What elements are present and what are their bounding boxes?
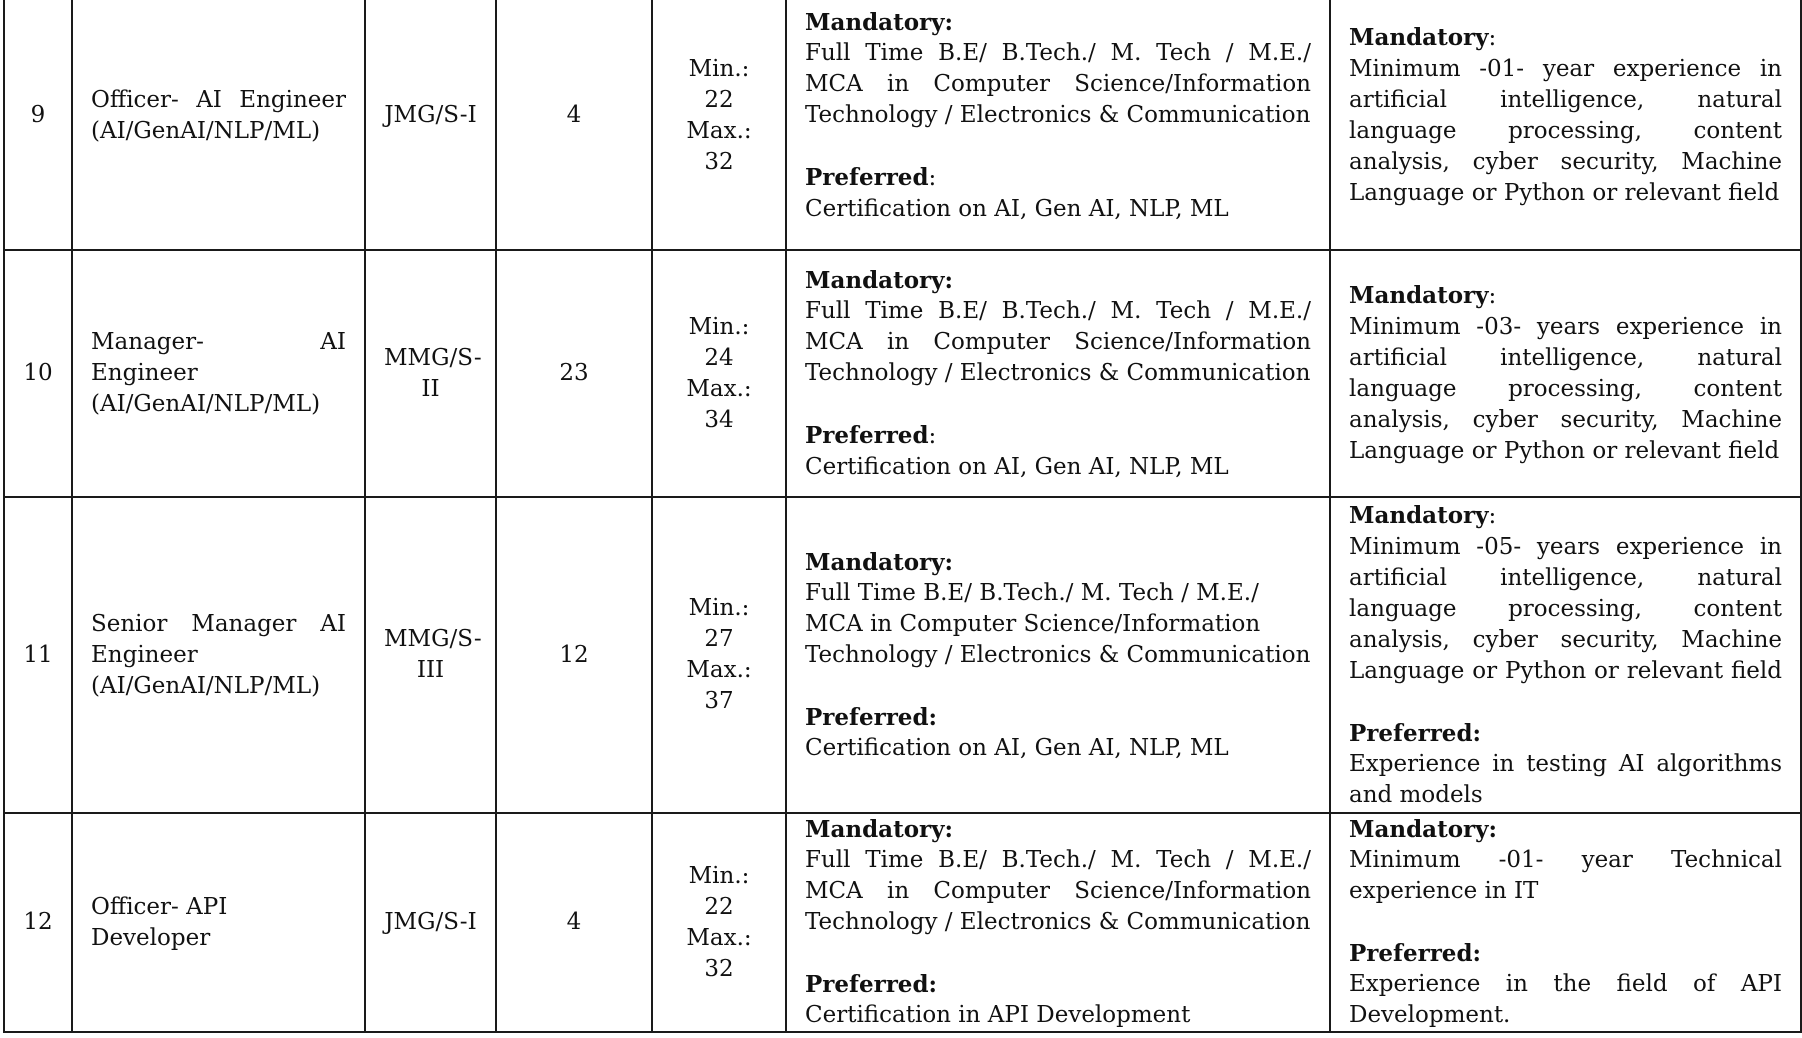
preferred-label: Preferred: [805, 421, 929, 449]
mandatory-experience: Minimum -01- year experience in artificial intelligence, natural language processing, content analysis, cyber security, Machine Language or Python or relevant field: [1349, 56, 1782, 206]
qualification-cell: [786, 497, 1330, 813]
post-name: Manager- AI Engineer (AI/GenAI/NLP/ML): [72, 250, 365, 497]
mandatory-label: Mandatory: [1349, 282, 1489, 309]
preferred-label: Preferred:: [805, 971, 938, 998]
qualification-cell: Mandatory: Full Time B.E/ B.Tech./ M. Tech / M.E./ MCA in Computer Science/Information Technology / Electronics & Communication Preferred: Certification on AI, Gen AI, NLP, ML: [786, 250, 1330, 497]
mandatory-label: Mandatory:: [805, 266, 954, 294]
age-min: Min.: 27: [688, 595, 750, 652]
mandatory-qualification: Full Time B.E/ B.Tech./ M. Tech / M.E./ MCA in Computer Science/Information Technology / Electronics & Communication: [805, 847, 1311, 935]
experience-cell: Mandatory: Minimum -01- year experience in artificial intelligence, natural language processing, content analysis, cyber security, Machine Language or Python or relevant field: [1330, 0, 1801, 250]
table-row: [4, 813, 1801, 1032]
age-max: Max.: 37: [686, 657, 752, 714]
preferred-experience: Experience in the field of API Development.: [1349, 971, 1782, 1028]
preferred-label: Preferred:: [805, 703, 938, 731]
mandatory-label: Mandatory:: [805, 8, 954, 36]
age-limit: [652, 0, 786, 250]
preferred-label: Preferred:: [1349, 719, 1482, 747]
experience-cell: Mandatory: Minimum -03- years experience in artificial intelligence, natural language processing, content analysis, cyber security, Machine Language or Python or relevant field: [1330, 250, 1801, 497]
mandatory-qualification: Full Time B.E/ B.Tech./ M. Tech / M.E./ MCA in Computer Science/Information Technology / Electronics & Communication: [805, 579, 1311, 668]
age-limit: [652, 497, 786, 813]
age-min: Min.: 24: [688, 313, 750, 371]
vacancy-count: 4: [496, 0, 652, 250]
experience-cell: [1330, 813, 1801, 1032]
preferred-label: Preferred:: [1349, 940, 1482, 967]
preferred-label: Preferred: [805, 163, 929, 191]
age-min: Min.: 22: [688, 862, 750, 920]
serial-number: 10: [4, 250, 72, 497]
mandatory-label: Mandatory: [1349, 24, 1489, 51]
mandatory-qualification: Full Time B.E/ B.Tech./ M. Tech / M.E./ MCA in Computer Science/Information Technology / Electronics & Communication: [805, 39, 1311, 128]
age-min: Min.: 22: [688, 55, 750, 113]
vacancy-count: 4: [496, 813, 652, 1032]
age-max: Max.: 32: [686, 117, 752, 175]
grade-scale: MMG/S-II: [365, 250, 496, 497]
grade-scale: JMG/S-I: [365, 0, 496, 250]
serial-number: 9: [4, 0, 72, 250]
vacancy-table: [3, 0, 1802, 1033]
age-limit: [652, 250, 786, 497]
mandatory-label: Mandatory:: [1349, 816, 1498, 843]
vacancy-count: 23: [496, 250, 652, 497]
post-name: Officer- API Developer: [72, 813, 365, 1032]
mandatory-label: Mandatory:: [805, 548, 954, 576]
table-row: [4, 0, 1801, 250]
vacancy-count: 12: [496, 497, 652, 813]
table-row: [4, 250, 1801, 497]
preferred-experience: Experience in testing AI algorithms and models: [1349, 750, 1782, 808]
mandatory-experience: Minimum -01- year Technical experience in IT: [1349, 847, 1782, 904]
preferred-qualification: Certification on AI, Gen AI, NLP, ML: [805, 195, 1229, 222]
mandatory-experience: Minimum -03- years experience in artificial intelligence, natural language processing, content analysis, cyber security, Machine Language or Python or relevant field: [1349, 314, 1782, 464]
age-limit: [652, 813, 786, 1032]
serial-number: 12: [4, 813, 72, 1032]
mandatory-label: Mandatory: [1349, 501, 1489, 529]
mandatory-qualification: Full Time B.E/ B.Tech./ M. Tech / M.E./ MCA in Computer Science/Information Technology / Electronics & Communication: [805, 297, 1311, 386]
preferred-qualification: Certification on AI, Gen AI, NLP, ML: [805, 734, 1229, 761]
age-max: Max.: 32: [686, 924, 752, 982]
qualification-cell: [786, 813, 1330, 1032]
age-max: Max.: 34: [686, 375, 752, 433]
preferred-qualification: Certification on AI, Gen AI, NLP, ML: [805, 453, 1229, 480]
experience-cell: Mandatory: Minimum -05- years experience in artificial intelligence, natural language processing, content analysis, cyber security, Machine Language or Python or relevant field Preferred: Experience in testing AI algorithms and models: [1330, 497, 1801, 813]
qualification-cell: Mandatory: Full Time B.E/ B.Tech./ M. Tech / M.E./ MCA in Computer Science/Information Technology / Electronics & Communication Preferred: Certification on AI, Gen AI, NLP, ML: [786, 0, 1330, 250]
post-name: Senior Manager AI Engineer (AI/GenAI/NLP/ML): [72, 497, 365, 813]
mandatory-label: Mandatory:: [805, 816, 954, 843]
grade-scale: MMG/S-III: [365, 497, 496, 813]
table-row: [4, 497, 1801, 813]
mandatory-experience: Minimum -05- years experience in artificial intelligence, natural language processing, content analysis, cyber security, Machine Language or Python or relevant field: [1349, 533, 1782, 684]
post-name: Officer- AI Engineer (AI/GenAI/NLP/ML): [72, 0, 365, 250]
grade-scale: JMG/S-I: [365, 813, 496, 1032]
preferred-qualification: Certification in API Development: [805, 1002, 1191, 1028]
serial-number: 11: [4, 497, 72, 813]
